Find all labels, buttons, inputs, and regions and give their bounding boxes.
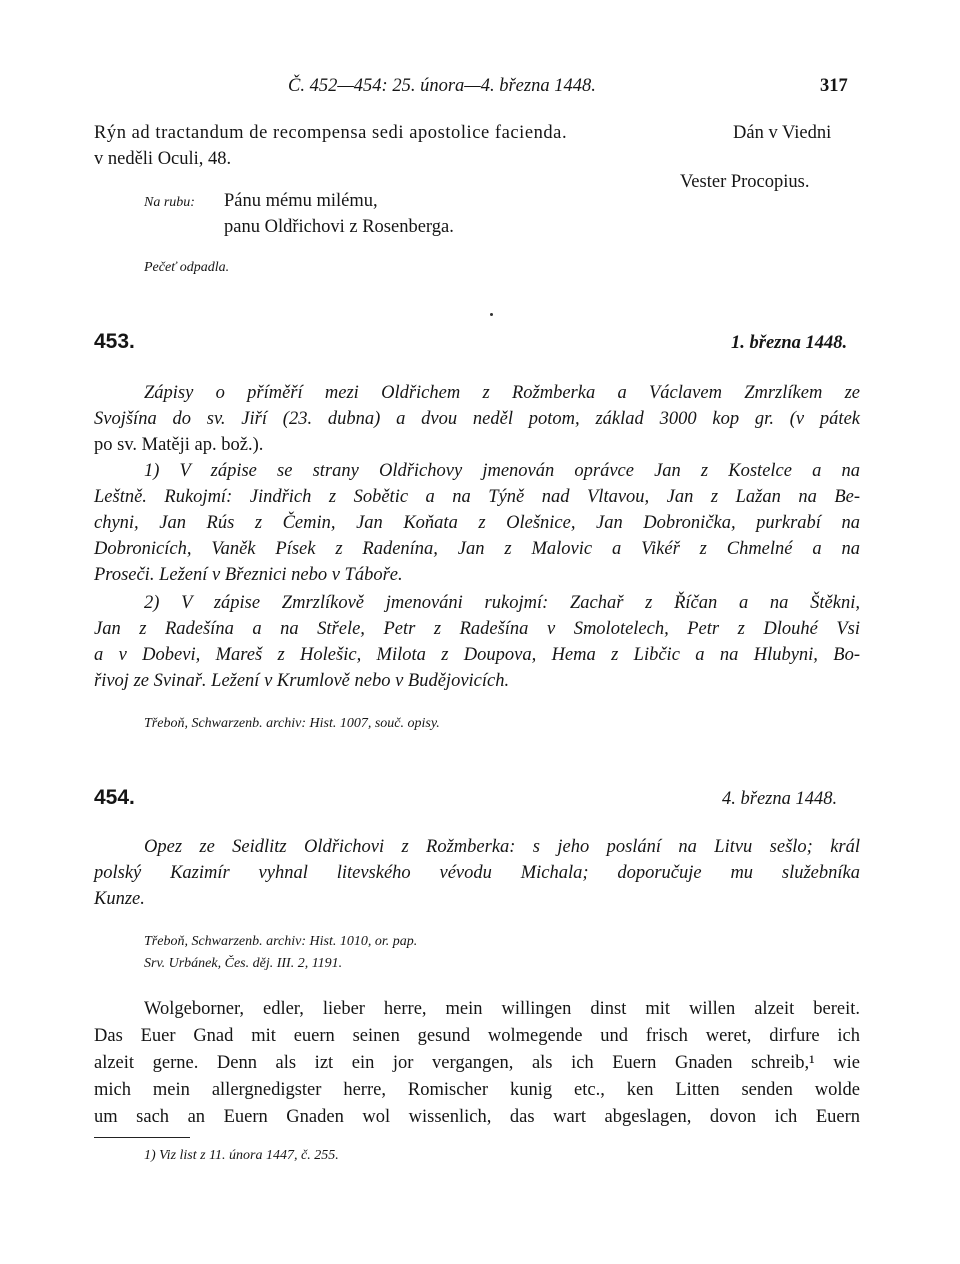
doc454-text-line: um sach an Euern Gnaden wol wissenlich, das wart abgeslagen, dovon ich Euern xyxy=(94,1107,860,1127)
doc453-summary-line: po sv. Matěji ap. bož.). xyxy=(94,435,264,455)
doc453-source: Třeboň, Schwarzenb. archiv: Hist. 1007, souč. opisy. xyxy=(144,716,440,731)
doc454-date: 4. března 1448. xyxy=(722,789,838,809)
doc454-summary-line: polský Kazimír vyhnal litevského vévodu Michala; doporučuje mu služebníka xyxy=(94,863,860,883)
doc454-source-line2: Srv. Urbánek, Čes. děj. III. 2, 1191. xyxy=(144,956,343,971)
doc453-para2-line: řivoj ze Svinař. Ležení v Krumlově nebo v Budějovicích. xyxy=(94,671,510,691)
doc452-line1: Rýn ad tractandum de recompensa sedi apostolice facienda. xyxy=(94,123,568,143)
doc453-para2-line: a v Dobevi, Mareš z Holešic, Milota z Doupova, Hema z Libčic a na Hlubyni, Bo- xyxy=(94,645,860,665)
doc454-source-line1: Třeboň, Schwarzenb. archiv: Hist. 1010, or. pap. xyxy=(144,934,418,949)
doc453-para1-line: Proseči. Ležení v Březnici nebo v Táboře. xyxy=(94,565,403,585)
doc453-date: 1. března 1448. xyxy=(731,333,848,353)
doc453-para1-line: Leštně. Rukojmí: Jindřich z Sobětic a na Týně nad Vltavou, Jan z Lažan na Be- xyxy=(94,487,860,507)
doc453-para2-line: 2) V zápise Zmrzlíkově jmenováni rukojmí: Zachař z Říčan a na Štěkni, xyxy=(144,593,860,613)
footnote-rule xyxy=(94,1137,190,1138)
doc454-text-line: alzeit gerne. Denn als izt ein jor vergangen, als ich Euern Gnaden schreib,¹ wie xyxy=(94,1053,860,1073)
address-line2: panu Oldřichovi z Rosenberga. xyxy=(224,217,454,237)
doc453-para2-line: Jan z Radešína a na Střele, Petr z Radešína v Smolotelech, Petr z Dlouhé Vsi xyxy=(94,619,860,639)
footnote: 1) Viz list z 11. února 1447, č. 255. xyxy=(144,1148,339,1163)
address-line1: Pánu mému milému, xyxy=(224,191,378,211)
doc453-para1-line: chyni, Jan Rús z Čemin, Jan Koňata z Olešnice, Jan Dobronička, purkrabí na xyxy=(94,513,860,533)
seal-note: Pečeť odpadla. xyxy=(144,260,230,275)
doc454-text-line: mich mein allergnedigster herre, Romischer kunig etc., ken Litten senden wolde xyxy=(94,1080,860,1100)
doc453-para1-line: 1) V zápise se strany Oldřichovy jmenován oprávce Jan z Kostelce a na xyxy=(144,461,860,481)
separator-dot xyxy=(490,313,493,316)
doc454-text-line: Das Euer Gnad mit euern seinen gesund wolmegende und frisch weret, dirfure ich xyxy=(94,1026,860,1046)
doc453-summary-line: Zápisy o příměří mezi Oldřichem z Rožmberka a Václavem Zmrzlíkem ze xyxy=(144,383,860,403)
doc452-line1-right: Dán v Viedni xyxy=(733,123,832,143)
running-title: Č. 452—454: 25. února—4. března 1448. xyxy=(288,76,596,96)
doc454-summary-line: Kunze. xyxy=(94,889,145,909)
address-label: Na rubu: xyxy=(144,195,195,210)
doc454-number: 454. xyxy=(94,786,135,809)
doc452-line2: v neděli Oculi, 48. xyxy=(94,149,232,169)
doc453-para1-line: Dobronicích, Vaněk Písek z Radenína, Jan z Malovic a Vikéř z Chmelné a na xyxy=(94,539,860,559)
doc453-summary-line: Svojšína do sv. Jiří (23. dubna) a dvou neděl potom, základ 3000 kop gr. (v pátek xyxy=(94,409,860,429)
doc454-summary-line: Opez ze Seidlitz Oldřichovi z Rožmberka: s jeho poslání na Litvu sešlo; král xyxy=(144,837,860,857)
doc453-number: 453. xyxy=(94,330,135,353)
page-number: 317 xyxy=(820,76,848,96)
doc454-text-line: Wolgeborner, edler, lieber herre, mein willingen dinst mit willen alzeit bereit. xyxy=(144,999,860,1019)
doc452-signature: Vester Procopius. xyxy=(680,172,810,192)
